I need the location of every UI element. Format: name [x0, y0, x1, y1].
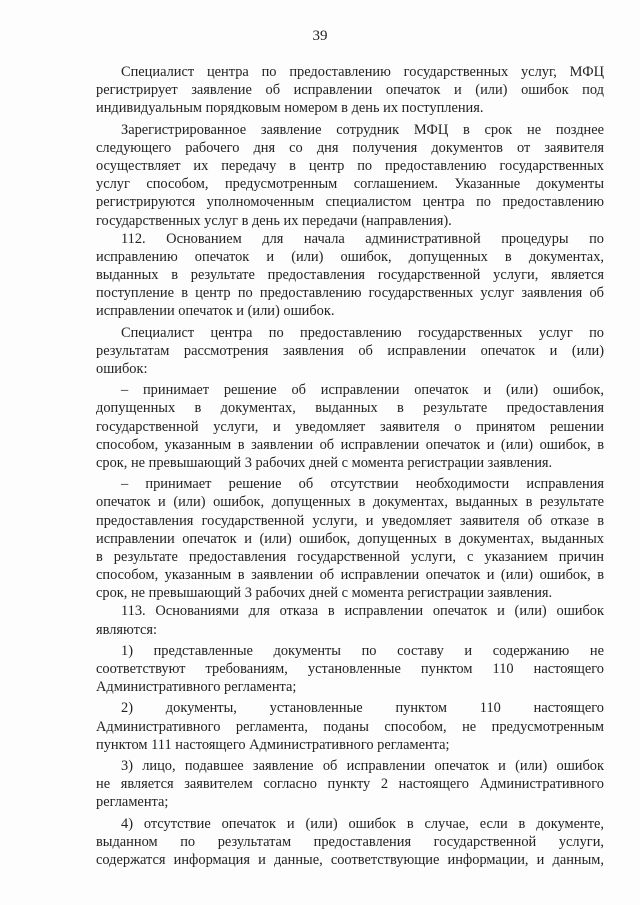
text-line: поступление в центр по предоставлению государственных услуг заявления об: [96, 285, 604, 302]
text-line: регистрирует заявление об исправлении опечаток и (или) ошибок под: [96, 82, 604, 99]
text-line: Административного регламента, поданы способом, не предусмотренным: [96, 718, 604, 735]
text-line: Административного регламента;: [96, 679, 297, 696]
text-line: Зарегистрированное заявление сотрудник МФЦ в срок не позднее: [121, 121, 604, 138]
text-line: ошибок:: [96, 361, 148, 377]
text-line: индивидуальным порядковым номером в день их поступления.: [96, 100, 484, 117]
text-line: 4) отсутствие опечаток и (или) ошибок в случае, если в документе,: [121, 815, 604, 832]
document-body: [96, 63, 604, 869]
text-line: пунктом 111 настоящего Административного регламента;: [96, 736, 450, 753]
text-line: срок, не превышающий 3 рабочих дней с момента регистрации заявления.: [96, 585, 553, 602]
text-line: допущенных в документах, выданных в результате предоставления: [96, 400, 604, 417]
text-line: услуг способом, предусмотренным соглашением. Указанные документы: [96, 176, 604, 193]
text-line: 113. Основаниями для отказа в исправлении опечаток и (или) ошибок: [121, 603, 604, 620]
text-line: 1) представленные документы по составу и содержанию не: [121, 642, 604, 659]
text-line: не является заявителем согласно пункту 2 настоящего Административного: [96, 776, 604, 793]
text-line: содержатся информация и данные, соответствующие информации, и данным,: [96, 851, 604, 868]
text-line: регламента;: [96, 794, 169, 811]
text-line: являются:: [96, 621, 158, 638]
text-line: 112. Основанием для начала административной процедуры по: [121, 230, 604, 247]
text-line: осуществляет их передачу в центр по предоставлению государственных: [96, 157, 604, 174]
text-line: исправлению опечаток и (или) ошибок, допущенных в документах,: [96, 248, 604, 265]
page-number: 39: [312, 28, 328, 44]
text-line: 3) лицо, подавшее заявление об исправлении опечаток и (или) ошибок: [121, 757, 604, 774]
text-line: в результате предоставления государственной услуги, с указанием причин: [96, 548, 604, 565]
text-line: исправлении опечаток и (или) ошибок, допущенных в документах, выданных: [96, 530, 604, 547]
text-line: соответствуют требованиям, установленные пунктом 110 настоящего: [96, 661, 604, 677]
text-line: Специалист центра по предоставлению государственных услуг, МФЦ: [121, 64, 604, 80]
text-line: следующего рабочего дня со дня получения документов от заявителя: [96, 139, 604, 156]
text-line: регистрируются уполномоченным специалистом центра по предоставлению: [96, 194, 604, 211]
text-line: выданном по результатам предоставления государственной услуги,: [96, 833, 604, 850]
text-line: способом, указанным в заявлении об исправлении опечаток и (или) ошибок, в: [96, 567, 604, 584]
text-line: государственных услуг в день их передачи (направления).: [96, 212, 452, 229]
text-line: исправлении опечаток и (или) ошибок.: [96, 303, 335, 320]
text-line: опечаток и (или) ошибок, допущенных в документах, выданных в результате: [96, 494, 604, 511]
text-line: предоставления государственной услуги, и уведомляет заявителя об отказе в: [96, 512, 604, 529]
text-line: способом, указанным в заявлении об исправлении опечаток и (или) ошибок, в: [96, 436, 604, 453]
text-line: – принимает решение об отсутствии необходимости исправления: [121, 476, 604, 493]
text-line: Специалист центра по предоставлению государственных услуг по: [121, 324, 604, 341]
text-line: 2) документы, установленные пунктом 110 настоящего: [121, 700, 604, 717]
text-line: срок, не превышающий 3 рабочих дней с момента регистрации заявления.: [96, 454, 553, 471]
text-line: выданных в результате предоставления государственной услуги, является: [96, 267, 604, 284]
text-line: – принимает решение об исправлении опечаток и (или) ошибок,: [121, 382, 604, 399]
text-line: государственной услуги, и уведомляет заявителя о принятом решении: [96, 418, 604, 435]
text-line: результатам рассмотрения заявления об исправлении опечаток и (или): [96, 342, 604, 359]
